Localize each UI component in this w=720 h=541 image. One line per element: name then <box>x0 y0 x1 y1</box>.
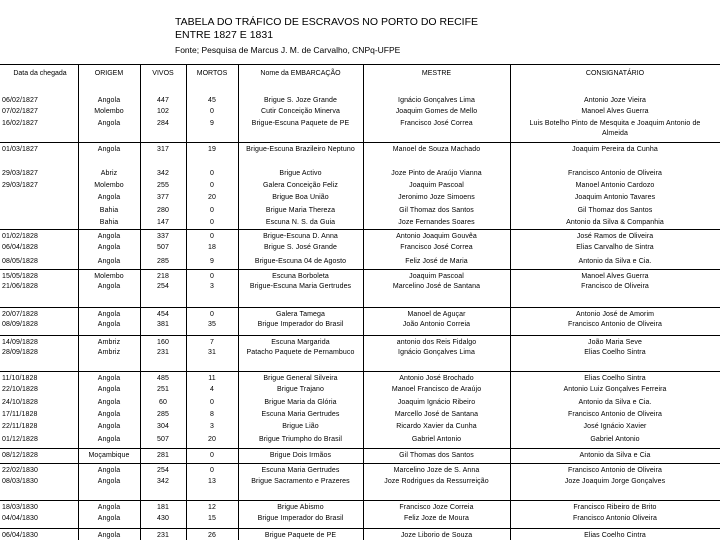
dead-cell: 31 <box>208 349 216 356</box>
alive-cell: 147 <box>157 219 169 226</box>
consignee-cell: Gabriel Antonio <box>590 436 640 443</box>
consignee-cell: Antonio da Silva e Cia. <box>578 258 652 265</box>
consignee-cell: Joaquim Antonio Tavares <box>574 194 656 201</box>
origin-cell: Angola <box>97 423 121 430</box>
master-cell: Marcelino José de Santana <box>392 283 481 290</box>
date-cell: 01/03/1827 <box>2 146 39 153</box>
master-cell: Gil Thomas dos Santos <box>399 452 474 459</box>
origin-cell: Molembo <box>94 273 124 280</box>
consignee-cell: Joaquim Pereira da Cunha <box>572 146 658 153</box>
date-cell: 18/03/1830 <box>2 504 39 511</box>
alive-cell: 342 <box>157 170 169 177</box>
master-cell: antonio dos Reis Fidalgo <box>396 339 477 346</box>
ship-cell: Brigue Lião <box>282 423 319 430</box>
column-divider <box>140 64 141 540</box>
master-cell: Joze Fernandes Soares <box>398 219 475 226</box>
source-note: Fonte; Pesquisa de Marcus J. M. de Carvalho, CNPq-UFPE <box>175 45 401 55</box>
ship-cell: Brigue Activo <box>279 170 322 177</box>
date-cell: 08/03/1830 <box>2 478 39 485</box>
date-cell: 22/02/1830 <box>2 467 39 474</box>
ship-cell: Brigue Paquete de PE <box>264 532 337 539</box>
master-cell: Marcello José de Santana <box>394 411 479 418</box>
ship-cell: Brigue Maria da Glória <box>264 399 337 406</box>
dead-cell: 0 <box>210 182 214 189</box>
alive-cell: 377 <box>157 194 169 201</box>
alive-cell: 485 <box>157 375 169 382</box>
date-cell: 04/04/1830 <box>2 515 39 522</box>
consignee-cell: Elias Coelho Sintra <box>584 349 646 356</box>
dead-cell: 8 <box>210 411 214 418</box>
ship-cell: Escuna Borboleta <box>272 273 329 280</box>
alive-cell: 255 <box>157 182 169 189</box>
origin-cell: Molembo <box>94 108 124 115</box>
master-cell: Antonio Joaquim Gouvêa <box>396 233 477 240</box>
ship-cell: Brigue S. Joze Grande <box>264 97 337 104</box>
master-cell: Gil Thomaz dos Santos <box>399 207 474 214</box>
column-divider <box>186 64 187 540</box>
ship-cell: Brigue S. José Grande <box>264 244 337 251</box>
alive-cell: 447 <box>157 97 169 104</box>
dead-cell: 0 <box>210 108 214 115</box>
consignee-cell: Antonio Luiz Gonçalves Ferreira <box>563 386 667 393</box>
column-header: Nome da EMBARCAÇÃO <box>260 70 341 77</box>
alive-cell: 285 <box>157 411 169 418</box>
consignee-cell: Manoel Antonio Cardozo <box>575 182 655 189</box>
ship-cell: Brigue Imperador do Brasil <box>257 321 344 328</box>
column-divider <box>510 64 511 540</box>
ship-cell: Brigue Triumpho do Brasil <box>258 436 343 443</box>
table-row <box>0 371 720 382</box>
table-row <box>0 500 720 511</box>
consignee-cell: Francisco Antonio de Oliveira <box>568 467 662 474</box>
ship-cell: Escuna Maria Gertrudes <box>261 467 340 474</box>
origin-cell: Angola <box>97 311 121 318</box>
alive-cell: 251 <box>157 386 169 393</box>
date-cell: 20/07/1828 <box>2 311 39 318</box>
dead-cell: 35 <box>208 321 216 328</box>
dead-cell: 26 <box>208 532 216 539</box>
ship-cell: Brigue-Escuna Maria Gertrudes <box>249 283 352 290</box>
master-cell: Manoel Francisco de Araújo <box>391 386 482 393</box>
date-cell: 29/03/1827 <box>2 182 39 189</box>
date-cell: 01/02/1828 <box>2 233 39 240</box>
alive-cell: 304 <box>157 423 169 430</box>
column-header: MORTOS <box>196 70 228 77</box>
dead-cell: 7 <box>210 339 214 346</box>
ship-cell: Brigue-Escuna 04 de Agosto <box>254 258 347 265</box>
consignee-cell: Manoel Alves Guerra <box>581 108 649 115</box>
consignee-cell: Antonio da Silva e Cia. <box>578 399 652 406</box>
alive-cell: 284 <box>157 120 169 127</box>
date-cell: 07/02/1827 <box>2 108 39 115</box>
master-cell: Francisco Joze Correia <box>399 504 474 511</box>
table-row <box>0 142 720 153</box>
date-cell: 06/04/1828 <box>2 244 39 251</box>
ship-cell: Patacho Paquete de Pernambuco <box>246 349 355 356</box>
consignee-cell: José Ramos de Oliveira <box>576 233 654 240</box>
alive-cell: 342 <box>157 478 169 485</box>
ship-cell: Escuna N. S. da Guia <box>265 219 336 226</box>
master-cell: Francisco José Correa <box>400 244 473 251</box>
origin-cell: Bahia <box>99 219 119 226</box>
date-cell: 08/09/1828 <box>2 321 39 328</box>
alive-cell: 317 <box>157 146 169 153</box>
master-cell: Antonio José Brochado <box>399 375 474 382</box>
origin-cell: Angola <box>97 321 121 328</box>
alive-cell: 280 <box>157 207 169 214</box>
date-cell: 28/09/1828 <box>2 349 39 356</box>
origin-cell: Angola <box>97 478 121 485</box>
master-cell: Joze Liborio de Souza <box>400 532 473 539</box>
dead-cell: 11 <box>208 375 216 382</box>
ship-cell: Brigue Maria Thereza <box>265 207 336 214</box>
master-cell: Joze Pinto de Araújo Vianna <box>391 170 482 177</box>
origin-cell: Angola <box>97 233 121 240</box>
master-cell: Jeronimo Joze Simoens <box>398 194 475 201</box>
dead-cell: 0 <box>210 219 214 226</box>
dead-cell: 20 <box>208 436 216 443</box>
alive-cell: 181 <box>157 504 169 511</box>
table-row <box>0 229 720 240</box>
dead-cell: 45 <box>208 97 216 104</box>
origin-cell: Angola <box>97 467 121 474</box>
alive-cell: 507 <box>157 436 169 443</box>
dead-cell: 19 <box>208 146 216 153</box>
consignee-cell: Antonio da Silva e Cia <box>579 452 651 459</box>
origin-cell: Angola <box>97 532 121 539</box>
master-cell: Ignácio Gonçalves Lima <box>398 97 475 104</box>
origin-cell: Ambriz <box>97 349 121 356</box>
ship-cell: Brigue General Silveira <box>263 375 338 382</box>
master-cell: Francisco José Correa <box>400 120 473 127</box>
alive-cell: 381 <box>157 321 169 328</box>
ship-cell: Brigue Imperador do Brasil <box>257 515 344 522</box>
date-cell: 15/05/1828 <box>2 273 39 280</box>
consignee-cell: Francisco de Oliveira <box>581 283 649 290</box>
origin-cell: Angola <box>97 504 121 511</box>
ship-cell: Brigue Dois Irmãos <box>269 452 332 459</box>
master-cell: Joaquim Pascoal <box>409 273 464 280</box>
dead-cell: 0 <box>210 273 214 280</box>
ship-cell: Escuna Maria Gertrudes <box>261 411 340 418</box>
alive-cell: 285 <box>157 258 169 265</box>
consignee-cell: Antonio José de Amorim <box>575 311 655 318</box>
alive-cell: 337 <box>157 233 169 240</box>
master-cell: Joaquim Pascoal <box>409 182 464 189</box>
dead-cell: 3 <box>210 283 214 290</box>
ship-cell: Brigue Abismo <box>277 504 324 511</box>
date-cell: 11/10/1828 <box>2 375 38 382</box>
date-cell: 08/05/1828 <box>2 258 39 265</box>
table-row <box>0 528 720 539</box>
column-divider <box>238 64 239 540</box>
ship-cell: Brigue Boa União <box>272 194 329 201</box>
date-cell: 21/06/1828 <box>2 283 39 290</box>
origin-cell: Angola <box>97 436 121 443</box>
master-cell: Feliz Joze de Moura <box>404 515 469 522</box>
master-cell: Joaquim Ignácio Ribeiro <box>397 399 476 406</box>
ship-cell: Cutir Conceição Minerva <box>261 108 340 115</box>
master-cell: Ricardo Xavier da Cunha <box>396 423 477 430</box>
consignee-cell: Elias Coelho Sintra <box>584 375 646 382</box>
alive-cell: 254 <box>157 467 169 474</box>
slave-trade-table <box>0 64 720 541</box>
column-header: Data da chegada <box>13 70 67 77</box>
dead-cell: 0 <box>210 467 214 474</box>
column-divider <box>363 64 364 540</box>
ship-cell: Brigue Sacramento e Prazeres <box>251 478 350 485</box>
origin-cell: Angola <box>97 258 121 265</box>
date-cell: 16/02/1827 <box>2 120 39 127</box>
master-cell: Joze Rodrigues da Ressurreição <box>384 478 489 485</box>
master-cell: Feliz José de Maria <box>405 258 468 265</box>
consignee-cell: Elias Coelho Cintra <box>584 532 646 539</box>
origin-cell: Angola <box>97 146 121 153</box>
dead-cell: 0 <box>210 233 214 240</box>
date-cell: 06/04/1830 <box>2 532 39 539</box>
consignee-cell: Francisco Antonio de Oliveira <box>568 411 662 418</box>
origin-cell: Moçambique <box>88 452 130 459</box>
consignee-cell: Gil Thomaz dos Santos <box>577 207 653 214</box>
dead-cell: 0 <box>210 311 214 318</box>
ship-cell: Brigue-Escuna Brazileiro Neptuno <box>246 146 355 153</box>
consignee-cell: Elias Carvalho de Sintra <box>576 244 654 251</box>
origin-cell: Angola <box>97 386 121 393</box>
alive-cell: 254 <box>157 283 169 290</box>
dead-cell: 0 <box>210 399 214 406</box>
ship-cell: Brigue-Escuna D. Anna <box>263 233 338 240</box>
dead-cell: 18 <box>208 244 216 251</box>
table-row <box>0 463 720 474</box>
master-cell: Ignácio Gonçalves Lima <box>398 349 475 356</box>
master-cell: Joaquim Gomes de Mello <box>395 108 478 115</box>
ship-cell: Brigue Trajano <box>277 386 324 393</box>
alive-cell: 507 <box>157 244 169 251</box>
consignee-cell: Manoel Alves Guerra <box>581 273 649 280</box>
date-cell: 22/11/1828 <box>2 423 38 430</box>
consignee-cell: Francisco Antonio de Oliveira <box>568 170 662 177</box>
consignee-cell: Antonio da Silva & Companhia <box>566 219 664 226</box>
origin-cell: Bahia <box>99 207 119 214</box>
date-cell: 17/11/1828 <box>2 411 38 418</box>
master-cell: Gabriel Antonio <box>411 436 462 443</box>
dead-cell: 3 <box>210 423 214 430</box>
origin-cell: Angola <box>97 97 121 104</box>
origin-cell: Angola <box>97 375 121 382</box>
dead-cell: 12 <box>208 504 216 511</box>
column-header: MESTRE <box>421 70 452 77</box>
alive-cell: 281 <box>157 452 169 459</box>
dead-cell: 0 <box>210 207 214 214</box>
master-cell: João Antonio Correia <box>402 321 471 328</box>
origin-cell: Angola <box>97 399 121 406</box>
origin-cell: Angola <box>97 411 121 418</box>
ship-cell: Galera Tamega <box>275 311 326 318</box>
dead-cell: 13 <box>208 478 216 485</box>
origin-cell: Angola <box>97 283 121 290</box>
date-cell: 08/12/1828 <box>2 452 39 459</box>
ship-cell: Brigue-Escuna Paquete de PE <box>251 120 350 127</box>
consignee-cell: Antonio Joze Vieira <box>583 97 647 104</box>
column-divider <box>78 64 79 540</box>
table-row <box>0 307 720 318</box>
alive-cell: 231 <box>157 349 169 356</box>
dead-cell: 4 <box>210 386 214 393</box>
dead-cell: 9 <box>210 120 214 127</box>
consignee-cell: Joze Joaquim Jorge Gonçalves <box>564 478 666 485</box>
ship-cell: Escuna Margarida <box>271 339 330 346</box>
dead-cell: 9 <box>210 258 214 265</box>
alive-cell: 454 <box>157 311 169 318</box>
date-cell: 14/09/1828 <box>2 339 39 346</box>
date-cell: 22/10/1828 <box>2 386 39 393</box>
dead-cell: 0 <box>210 452 214 459</box>
dead-cell: 0 <box>210 170 214 177</box>
column-header: CONSIGNATÁRIO <box>585 70 645 77</box>
table-row <box>0 335 720 346</box>
date-cell: 01/12/1828 <box>2 436 39 443</box>
alive-cell: 160 <box>157 339 169 346</box>
consignee-cell: Luis Botelho Pinto de Mesquita e Joaquim Antonio de Almeida <box>529 120 701 137</box>
table-title: TABELA DO TRÁFICO DE ESCRAVOS NO PORTO DO RECIFE <box>175 16 479 28</box>
dead-cell: 20 <box>208 194 216 201</box>
alive-cell: 430 <box>157 515 169 522</box>
table-row <box>0 269 720 280</box>
table-subtitle: ENTRE 1827 E 1831 <box>175 29 274 41</box>
origin-cell: Ambriz <box>97 339 121 346</box>
consignee-cell: Francisco Antonio de Oliveira <box>568 321 662 328</box>
origin-cell: Angola <box>97 120 121 127</box>
master-cell: Manoel de Aguçar <box>407 311 466 318</box>
consignee-cell: Francisco Antonio Oliveira <box>573 515 657 522</box>
consignee-cell: José Ignácio Xavier <box>583 423 647 430</box>
ship-cell: Galera Conceição Feliz <box>263 182 338 189</box>
alive-cell: 231 <box>157 532 169 539</box>
table-row <box>0 448 720 459</box>
origin-cell: Angola <box>97 515 121 522</box>
alive-cell: 218 <box>157 273 169 280</box>
date-cell: 24/10/1828 <box>2 399 39 406</box>
date-cell: 29/03/1827 <box>2 170 39 177</box>
dead-cell: 15 <box>208 515 216 522</box>
origin-cell: Abriz <box>100 170 118 177</box>
origin-cell: Molembo <box>94 182 124 189</box>
alive-cell: 102 <box>157 108 169 115</box>
origin-cell: Angola <box>97 194 121 201</box>
consignee-cell: João Maria Seve <box>587 339 643 346</box>
column-header: VIVOS <box>152 70 174 77</box>
master-cell: Manoel de Souza Machado <box>392 146 481 153</box>
master-cell: Marcelino Joze de S. Anna <box>393 467 480 474</box>
alive-cell: 60 <box>159 399 167 406</box>
consignee-cell: Francisco Ribeiro de Brito <box>573 504 657 511</box>
origin-cell: Angola <box>97 244 121 251</box>
date-cell: 06/02/1827 <box>2 97 39 104</box>
column-header: ORIGEM <box>94 70 124 77</box>
